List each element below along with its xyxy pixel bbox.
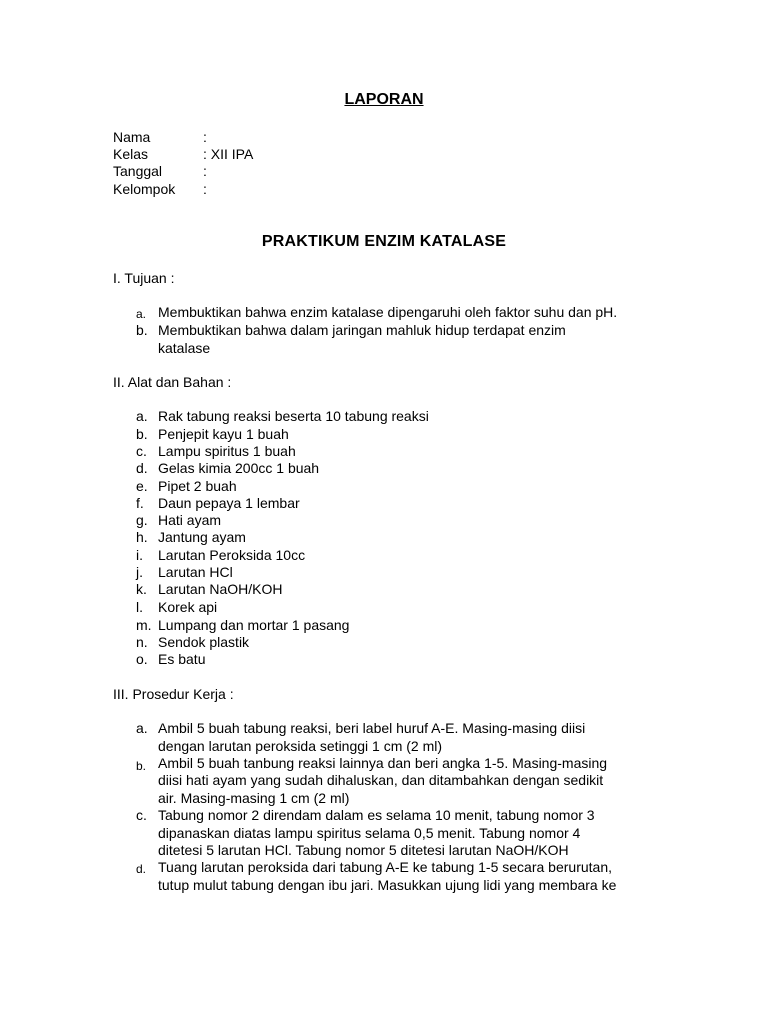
list-marker: e. [136,478,148,494]
list-item-text: Daun pepaya 1 lembar [158,495,300,511]
list-item-text: dengan larutan peroksida setinggi 1 cm (2 ml) [158,738,443,754]
section-heading: I. Tujuan : [113,270,175,286]
list-marker: i. [136,547,143,563]
list-item-text: Membuktikan bahwa dalam jaringan mahluk hidup terdapat enzim [158,322,566,338]
list-marker: c. [136,443,147,459]
list-item-text: Lumpang dan mortar 1 pasang [158,617,350,633]
list-marker: n. [136,634,148,650]
list-marker: c. [136,807,147,823]
list-item-text: Larutan NaOH/KOH [158,581,283,597]
list-marker: o. [136,651,148,667]
list-item-text: tutup mulut tabung dengan ibu jari. Masukkan ujung lidi yang membara ke [158,877,617,893]
list-marker: g. [136,512,148,528]
list-item-text: Sendok plastik [158,634,250,650]
list-item-text: Pipet 2 buah [158,478,237,494]
list-item-text: air. Masing-masing 1 cm (2 ml) [158,790,350,806]
info-label-kelompok: Kelompok [113,181,176,197]
section-heading: III. Prosedur Kerja : [113,686,234,702]
list-marker: l. [136,599,143,615]
list-item-text: ditetesi 5 larutan HCl. Tabung nomor 5 ditetesi larutan NaOH/KOH [158,842,569,858]
list-item-text: Ambil 5 buah tanbung reaksi lainnya dan beri angka 1-5. Masing-masing [158,755,608,771]
info-value-nama: : [203,129,207,145]
list-marker: m. [136,617,152,633]
document-subtitle: PRAKTIKUM ENZIM KATALASE [261,233,507,250]
page-title: LAPORAN [344,91,424,108]
list-item-text: Gelas kimia 200cc 1 buah [158,460,320,476]
list-marker: d. [136,862,147,876]
list-marker: k. [136,581,147,597]
info-value-kelompok: : [203,181,207,197]
list-item-text: Rak tabung reaksi beserta 10 tabung reaksi [158,408,429,424]
list-item-text: Jantung ayam [158,529,246,545]
list-marker: j. [136,564,143,580]
list-marker: d. [136,460,148,476]
list-item-text: Hati ayam [158,512,222,528]
info-value-tanggal: : [203,163,207,179]
info-value-kelas: : XII IPA [203,146,254,162]
list-item-text: Tuang larutan peroksida dari tabung A-E ke tabung 1-5 secara berurutan, [158,859,612,875]
info-label-tanggal: Tanggal [113,163,163,179]
list-item-text: Tabung nomor 2 direndam dalam es selama 10 menit, tabung nomor 3 [158,807,595,823]
list-marker: a. [136,720,148,736]
list-item-text: Larutan HCl [158,564,233,580]
list-marker: b. [136,759,147,773]
list-item-text: Ambil 5 buah tabung reaksi, beri label huruf A-E. Masing-masing diisi [158,720,586,736]
list-marker: b. [136,426,148,442]
list-marker: a. [136,307,147,321]
list-item-text: diisi hati ayam yang sudah dihaluskan, dan ditambahkan dengan sedikit [158,772,604,788]
list-marker: a. [136,408,148,424]
list-item-text: Es batu [158,651,206,667]
list-item-text: Korek api [158,599,218,615]
list-marker: h. [136,529,148,545]
list-item-text: Lampu spiritus 1 buah [158,443,296,459]
list-marker: f. [136,495,144,511]
list-item-text: dipanaskan diatas lampu spiritus selama 0,5 menit. Tabung nomor 4 [158,825,581,841]
list-item-text: Penjepit kayu 1 buah [158,426,289,442]
list-item-text: katalase [158,340,211,356]
section-heading: II. Alat dan Bahan : [113,374,232,390]
info-label-nama: Nama [113,129,151,145]
info-label-kelas: Kelas [113,146,149,162]
list-item-text: Membuktikan bahwa enzim katalase dipengaruhi oleh faktor suhu dan pH. [158,304,618,320]
list-item-text: Larutan Peroksida 10cc [158,547,306,563]
list-marker: b. [136,322,148,338]
